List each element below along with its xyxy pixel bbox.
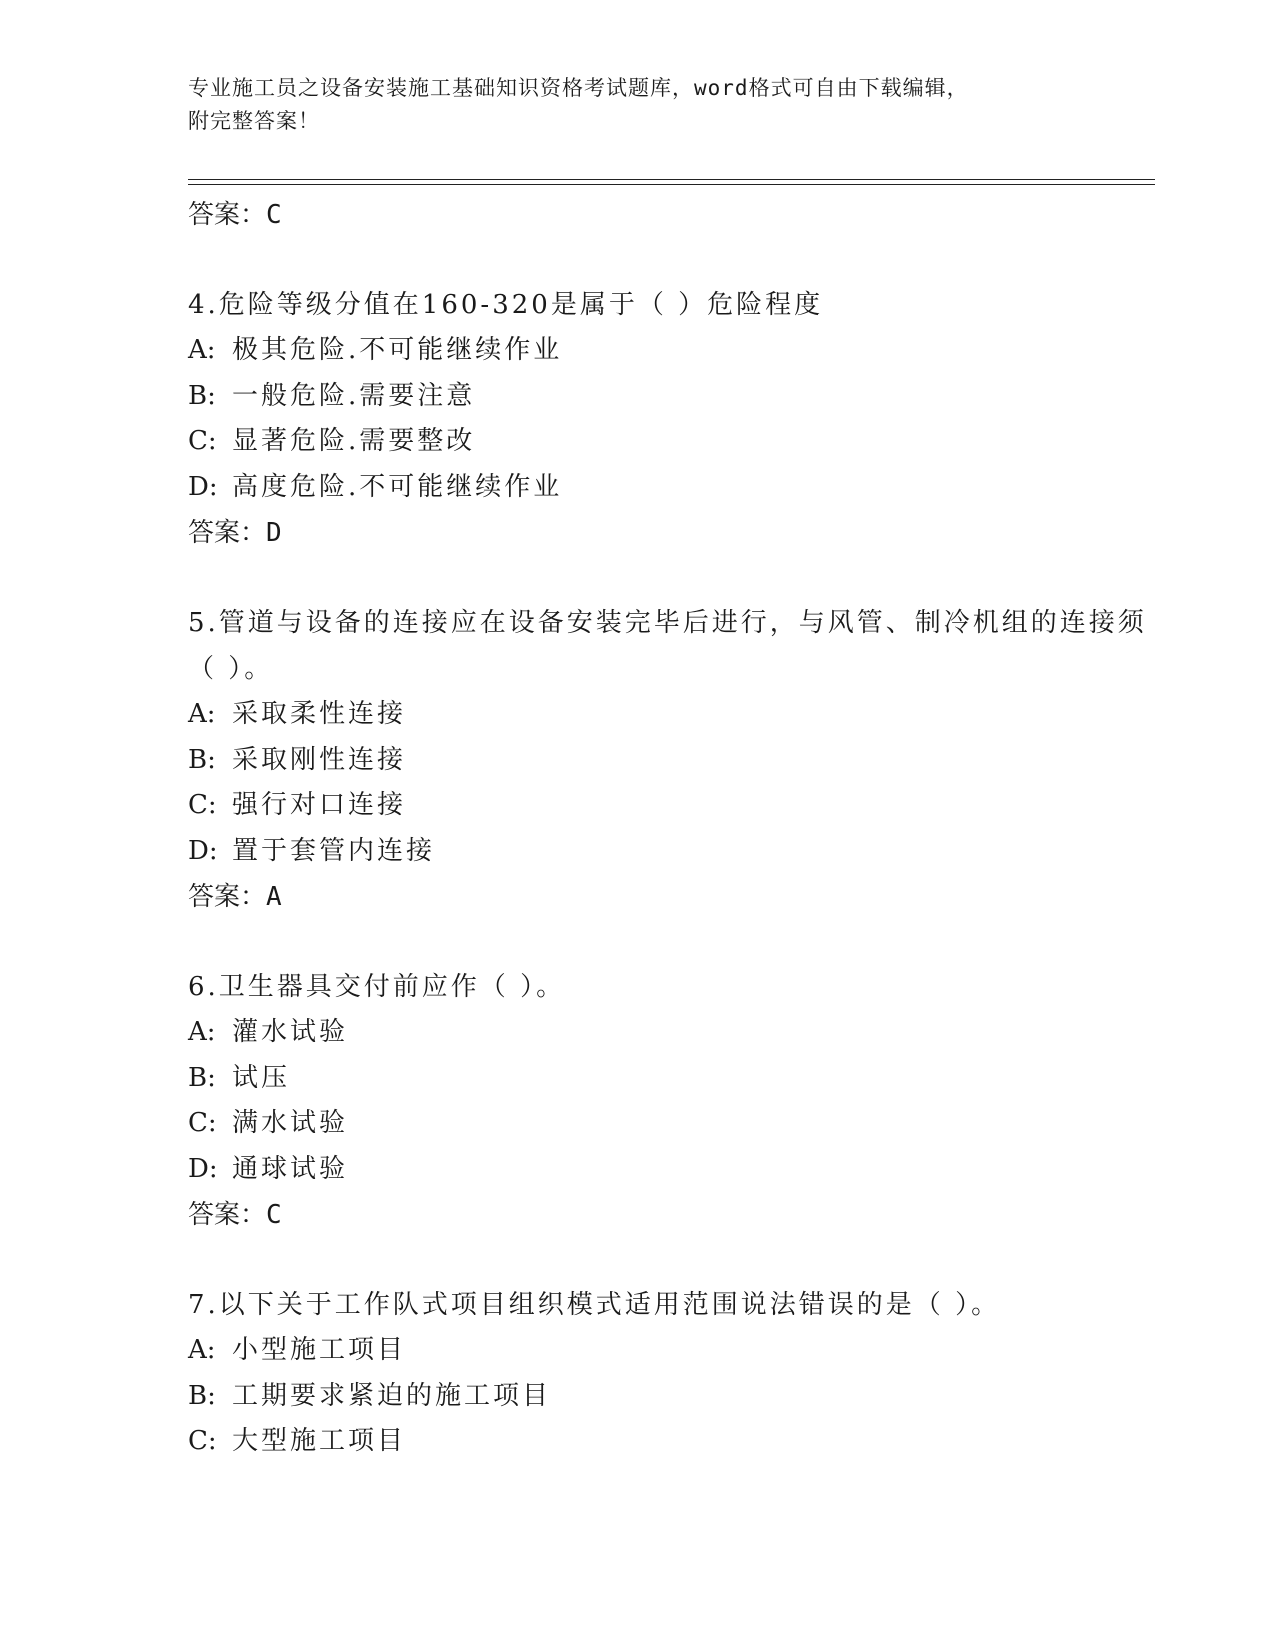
option-text: 极其危险.不可能继续作业 [232,335,563,365]
option-text: 通球试验 [232,1153,349,1184]
option-letter: D: [188,1153,218,1184]
option-letter: A: [188,699,216,729]
answer-line [188,510,1148,556]
option-text: 灌水试验 [232,1017,349,1047]
option-text: 试压 [232,1062,291,1093]
question-list [188,192,1148,1465]
option-letter: B: [188,744,216,775]
option-c [188,1101,1148,1147]
question-text: 5.管道与设备的连接应在设备安装完毕后进行，与风管、制冷机组的连接须（ ）。 [188,608,1147,684]
question-text: 7.以下关于工作队式项目组织模式适用范围说法错误的是（ ）。 [188,1290,1001,1320]
header-line-2: 附完整答案！ [188,109,320,133]
option-text: 采取柔性连接 [232,699,407,729]
document-header [188,72,1068,138]
option-b [188,374,1148,420]
question-text: 6.卫生器具交付前应作（ ）。 [188,972,566,1002]
option-b [188,1056,1148,1102]
option-letter: C: [188,426,217,456]
question-block [188,1282,1148,1465]
option-text: 大型施工项目 [232,1426,407,1456]
answer-value: C [266,1200,282,1230]
answer-line [188,1192,1148,1238]
question-block [188,600,1148,920]
answer-value: D [266,518,282,548]
option-b [188,738,1148,784]
answer-value: A [266,882,282,912]
header-divider [188,179,1155,185]
option-text: 采取刚性连接 [232,744,407,775]
option-text: 一般危险.需要注意 [232,380,476,411]
option-text: 高度危险.不可能继续作业 [232,471,563,502]
option-b [188,1374,1148,1420]
answer-label: 答案： [188,1200,267,1230]
option-letter: D: [188,835,218,866]
option-letter: C: [188,1426,217,1456]
option-letter: B: [188,1062,216,1093]
option-a [188,1328,1148,1374]
option-c [188,783,1148,829]
option-text: 显著危险.需要整改 [232,426,476,456]
option-letter: A: [188,1335,216,1365]
option-letter: C: [188,790,217,820]
answer-value: C [266,200,282,230]
option-letter: D: [188,471,218,502]
option-c [188,419,1148,465]
option-text: 满水试验 [232,1108,349,1138]
question-block [188,282,1148,556]
answer-label: 答案： [188,518,267,548]
option-a [188,328,1148,374]
option-d [188,1147,1148,1193]
option-d [188,465,1148,511]
option-text: 置于套管内连接 [232,835,436,866]
option-d [188,829,1148,875]
option-letter: B: [188,380,216,411]
option-a [188,1010,1148,1056]
answer-line [188,192,1148,238]
answer-line [188,874,1148,920]
option-letter: A: [188,1017,216,1047]
option-text: 工期要求紧迫的施工项目 [232,1380,552,1411]
question-block [188,964,1148,1238]
option-text: 强行对口连接 [232,790,407,820]
option-letter: A: [188,335,216,365]
option-text: 小型施工项目 [232,1335,407,1365]
option-a [188,692,1148,738]
header-line-1: 专业施工员之设备安装施工基础知识资格考试题库，word格式可自由下载编辑， [188,76,969,100]
answer-label: 答案： [188,200,267,230]
option-c [188,1419,1148,1465]
option-letter: C: [188,1108,217,1138]
option-letter: B: [188,1380,216,1411]
question-text: 4.危险等级分值在160-320是属于（ ）危险程度 [188,290,824,320]
answer-label: 答案： [188,882,267,912]
